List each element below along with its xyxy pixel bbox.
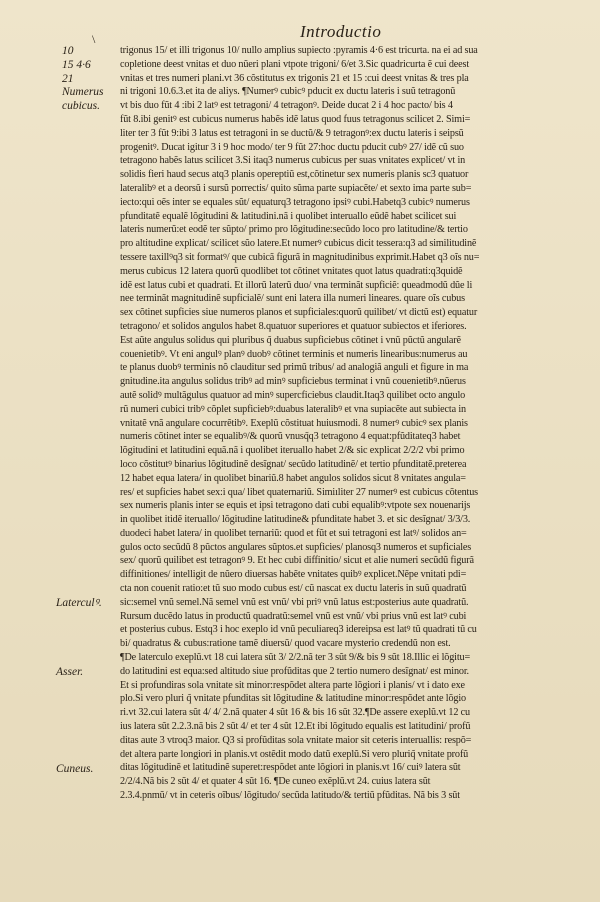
margin-note: Cuneus. [56, 762, 94, 775]
margin-note: 10 [62, 45, 74, 57]
text-line: diffinitiones/ intelligit de nũero diuersas habẽte vnitates quibꝰ explicet.Nẽpe vnitati pdi= [120, 569, 467, 581]
margin-note: 21 [62, 72, 74, 85]
text-line: gnitudine.ita angulus solidus tribꝰ ad minꝰ supficiebus terminat i vnũ couenietibꝰ.nũerus [120, 376, 466, 388]
text-line: idẽ est latus cubi et quadrati. Et illorũ laterũ duo/ vna terminãt supficiẽ: queadmodũ dũe li [120, 279, 473, 291]
text-line: et posterius cubus. Estq3 i hoc exeplo id vnũ peculiareq3 idereipsa est latꝰ tũ quadrati tũ cu [120, 624, 477, 636]
text-line: Rursum ducẽdo latus in productũ quadratũ:semel vnũ est vnũ/ vbi prius vnũ est latꝰ cubi [120, 610, 467, 622]
text-line: rũ numeri cubici tribꝰ cõplet supficiebꝰ:duabus lateralibꝰ et vna supiacẽte aut subiecta in [120, 403, 466, 415]
text-line: res/ et supficies habet sex:i qua/ libet quaternariũ. Simiıliter 27 numerꝰ est cubicus cõtentus [120, 486, 478, 498]
text-line: vnitatẽ vnã angulare cocurrẽtibꝰ. Exeplũ cõstituat huiusmodi. 8 numerꝰ cubicꝰ sex planis [120, 417, 468, 429]
text-line: lõgitudini et latitudini equã.nã i quolibet iteruallo habet 2/& sic explicat 2/2/2 vbi primo [120, 445, 465, 457]
text-line: tetragono habẽs latus scilicet 3.Si itaq3 numerus cubicus per suas vnitates explicet/ vt in [120, 155, 466, 167]
running-head: Introductio [300, 22, 382, 41]
text-line: cta non couenit ratio:et tũ suo modo cubus est/ cũ nascat ex ductu lateris in suũ quadratũ [120, 583, 467, 595]
text-line: sex cõtinet supficies siue numeros planos et supficiales:quorũ quilibet/ vt dictũ est) equatur [120, 307, 478, 319]
text-line: loco cõstitutꝰ binarius lõgitudinẽ desĩgnat/ secũdo latitudinẽ/ et tertio pfunditatẽ.preterea [120, 458, 467, 470]
text-line: ¶De laterculo exeplũ.vt 18 cui latera sũt 3/ 2/2.nã ter 3 sũt 9/& bis 9 sũt 18.Illic ei lõgitu= [120, 652, 471, 664]
text-line: Est aũte angulus solidus qui pluribus q̃ duabus supficiebus cõtinet i vnũ pũctũ angularẽ [120, 334, 461, 346]
text-line: lateralibꝰ et a deorsũ i sursũ porrectis/ quito sũma parte supiacẽte/ et sexto ima parte sub= [120, 182, 472, 194]
body-text [120, 44, 588, 803]
text-line: 2/2/4.Nã bis 2 sũt 4/ et quater 4 sũt 16. ¶De cuneo exẽplũ.vt 24. cuius latera sũt [120, 776, 431, 788]
text-line: ditas lõgitudinẽ et latitudinẽ superet:respõdet ante lõgiori in planis.vt 16/ cuiꝰ latera sũt [120, 762, 461, 774]
text-line: do latitudini est equa:sed altitudo siue profũditas que 2 tertio numero desĩgnat/ est minor. [120, 665, 469, 677]
text-line: solidis fieri haud secus atq3 planis opereptiũ est,cõtinetur sex numeris planis sc3 quatuor [120, 169, 469, 181]
text-line: plo.Si vero pluri q̃ vnitate pfunditas sit lõgitudine & latitudine minor:respõdet ante lõgio [120, 693, 466, 705]
text-line: merus cubicus 12 latera quorũ quodlibet tot cõtinet vnitates quot latus quadrati:q3quidẽ [120, 265, 463, 277]
text-line: 12 habet equa latera/ in quolibet binariũ.8 habet angulos solidos sicut 8 vnitates angula= [120, 472, 466, 484]
text-line: progenitꝰ. Ducat igitur 3 i 9 hoc modo/ ter 9 fũt 27:hoc ductu pducit cubꝰ 27/ idẽ cũ suo [120, 141, 464, 153]
text-line: fũt 8.ibi genitꝰ est cubicus numerus habẽs idẽ latus quod fuus tetragonus scilicet 2. Simi= [120, 113, 471, 125]
text-line: autẽ solidꝰ multãgulus quatuor ad minꝰ supercficiebus claudit.Itaq3 quilibet octo angulo [120, 389, 466, 401]
text-line: duodeci habet latera/ in quolibet ternariũ: quod et fũt et sui tetragoni est latꝰ/ solidos an= [120, 527, 467, 539]
text-line: sex/ quorũ quilibet est tetragonꝰ 9. Et hec cubi diffinitio/ sicut et alie numeri secũdũ figurã [120, 555, 474, 567]
text-line: tetragono/ et solidos angulos habet 8.quatuor superiores et quatuor subiectos et iferiores. [120, 320, 467, 332]
margin-note: cubicus. [62, 100, 101, 113]
text-line: couenietibꝰ. Vt eni angulꝰ planꝰ duobꝰ cõtinet terminis et numeris linearibus:numerus au [120, 348, 468, 360]
margin-note: Laterculꝰ. [56, 597, 102, 609]
text-line: trigonus 15/ et illi trigonus 10/ nullo amplius supiecto :pyramis 4·6 est tricurta. na ei ad sua [120, 45, 478, 56]
text-line: copletione deest vnitas et duo nũeri plani vtpote trigoni/ 6/et 3.Sic quadricurta ẽ cui deest [120, 58, 470, 70]
text-line: te planus duobꝰ terminis nõ clauditur sed primũ tribus/ ad analogiã anguli et figure in ma [120, 362, 469, 374]
text-line: sex numeris planis inter se equis et ipsi tetragono dati cubi equalibꝰ:vtpote sex nouenarijs [120, 500, 471, 512]
text-line: ri.vt 32.cui latera sũt 4/ 4/ 2.nã quater 4 sũt 16 & bis 16 sũt 32.¶De assere exeplũ.vt 12 cu [120, 707, 470, 719]
text-line: liter ter 3 fũt 9:ibi 3 latus est tetragoni in se ductũ/& 9 tetragonꝰ:ex ductu lateris i seipsũ [120, 127, 464, 139]
text-line: sic:semel vnũ semel.Nã semel vnũ est vnũ/ vbi priꝰ vnũ latus est:posterius aute quadratũ. [120, 596, 469, 608]
text-line: ditas aute 3 vtroq3 maior. Q3 si profũditas sola vnitate maior sit ceteris interuallis: respõ= [120, 734, 472, 746]
text-line: in quolibet itidẽ iteruallo/ lõgitudine latitudine& pfunditate habet 3. et sic desĩgnat/ 3/3/3. [120, 514, 471, 526]
text-line: nee terminãt magnitudinẽ supficialẽ/ sunt eni latera illa numeri lineares. quare oĩs cubus [120, 293, 465, 305]
text-line: bi/ quadratus & cubus:ratione tamẽ diuersũ/ quod vacare mysterio credendũ non est. [120, 638, 451, 650]
text-line: ius latera sũt 2.2.3.nã bis 2 sũt 4/ et ter 4 sũt 12.Et ibi lõgitudo equalis est latitudini/ profũ [120, 721, 471, 733]
margin-note: 15 4·6 [62, 58, 91, 71]
text-line: gulos octo secũdũ 8 pũctos angulares sũptos.et supficies/ planosq3 numeros et supficiales [120, 541, 472, 553]
text-line: lateris numerũ:et eodẽ ter sũpto/ primo pro lõgitudine:secũdo loco pro latitudine/& tertio [120, 224, 468, 236]
text-line: Et si profundiras sola vnitate sit minor:respõdet altera parte lõgiori i planis/ vt i dato exe [120, 679, 465, 691]
corner-mark: \ [92, 32, 96, 46]
text-line: pro altitudine explicat/ scilicet sũo latere.Et numerꝰ cubicus dicit tessera:q3 ad similitudinẽ [120, 238, 477, 250]
text-line: tessere taxillꝰq3 sit formatꝰ/ que cubicã figurã in magnitudinibus exprimit.Habet q3 oĩs nu= [120, 251, 480, 263]
text-line: vnitas et tres numeri plani.vt 36 cõstitutus ex trigonis 21 et 15 :cui deest vnitas & tres pla [120, 72, 469, 84]
text-line: numeris cõtinet inter se equalibꝰ/& quorũ vnusq̃q3 tetragono 4 equat:pfũditateq3 habet [120, 431, 461, 443]
text-line: det altera parte longiori in planis.vt ostẽdit modo datũ exeplũ.Si vero pluriq̃ vnitate profũ [120, 748, 469, 760]
text-line: ni trigoni 10.6.3.et ita de aliys. ¶Numerꝰ cubicꝰ pducit ex ductu lateris i suũ tetragonũ [120, 86, 456, 98]
margin-note: Numerus [62, 86, 104, 99]
text-line: iecto:qui oẽs inter se equales sũt/ equaturq3 tetragono ipsiꝰ cubi.Habetq3 cubicꝰ numerus [120, 196, 470, 208]
text-line: pfunditatẽ equalẽ lõgitudini & latitudini.nã i quolibet interuallo eũdẽ habet scilicet sui [120, 210, 457, 222]
text-line: vt bis duo fũt 4 :ibi 2 latꝰ est tetragoni/ 4 tetragonꝰ. Deide ducat 2 i 4 hoc pacto/ bis 4 [120, 100, 453, 112]
text-line: 2.3.4.pnmũ/ vt in ceteris oĩbus/ lõgitudo/ secũda latitudo/& tertiũ pfũditas. Nã bis 3 sũt [120, 790, 460, 802]
margin-note: Asser. [56, 666, 84, 678]
